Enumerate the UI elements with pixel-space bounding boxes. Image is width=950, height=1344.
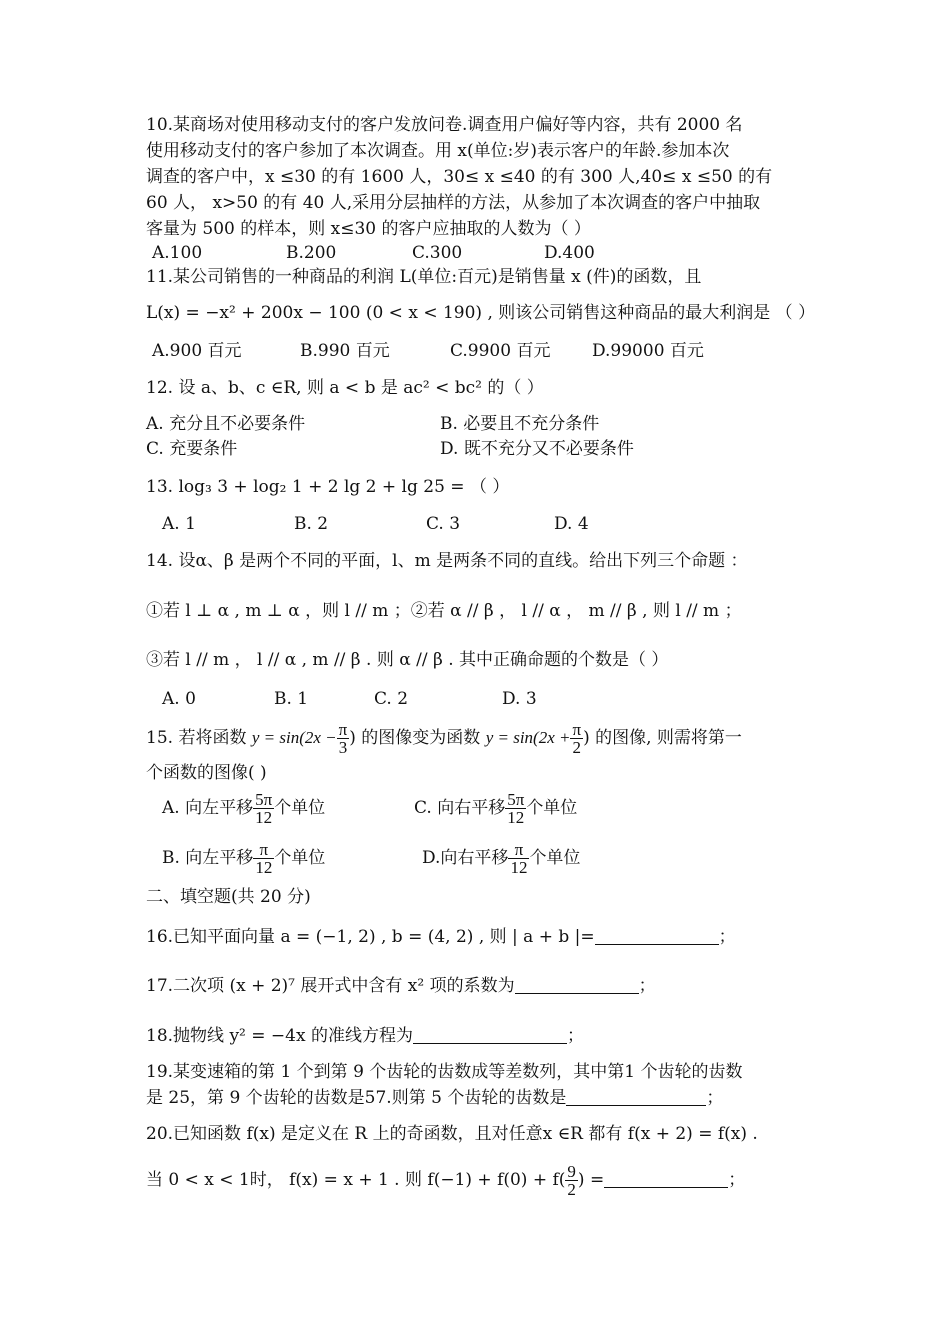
q16-end: ； xyxy=(718,927,736,947)
q15-option-a-num: 5π xyxy=(255,790,273,809)
q14-line-1: 14. 设α、β 是两个不同的平面，l、m 是两条不同的直线。给出下列三个命题 ： xyxy=(146,551,748,571)
q15-option-c xyxy=(414,788,577,828)
q16-answer-blank[interactable] xyxy=(595,926,719,945)
q15-frac-2 xyxy=(570,721,583,756)
q17-answer-blank[interactable] xyxy=(515,975,639,994)
q15-option-b xyxy=(162,838,325,878)
q12-option-d: D. 既不充分又不必要条件 xyxy=(440,439,634,459)
q10-line-2: 使用移动支付的客户参加了本次调查。用 x(单位:岁)表示客户的年龄.参加本次 xyxy=(146,141,730,161)
q15-frac-2-num: π xyxy=(572,720,582,739)
q11-option-c: C.9900 百元 xyxy=(450,341,551,361)
q15-frac-1 xyxy=(337,721,350,756)
q10-option-b: B.200 xyxy=(286,243,337,263)
q18-answer-blank[interactable] xyxy=(413,1025,567,1044)
q13-option-c: C. 3 xyxy=(426,514,461,534)
q20-end: ； xyxy=(728,1170,746,1190)
q20-answer-blank[interactable] xyxy=(604,1169,728,1188)
q15-text-c: ) 的图像变为函数 xyxy=(349,728,486,748)
q19-text: 是 25，第 9 个齿轮的齿数是57.则第 5 个齿轮的齿数是 xyxy=(146,1088,567,1108)
q10-line-1: 10.某商场对使用移动支付的客户发放问卷.调查用户偏好等内容，共有 2000 名 xyxy=(146,115,743,135)
q15-option-c-frac xyxy=(505,791,526,826)
q10-line-3: 调查的客户中，x ≤30 的有 1600 人，30≤ x ≤40 的有 300 人,40≤ x ≤50 的有 xyxy=(146,167,773,187)
q11-option-d: D.99000 百元 xyxy=(592,341,704,361)
q15-option-d xyxy=(422,838,580,878)
q15-option-b-den: 12 xyxy=(255,858,273,877)
q19-end: ； xyxy=(706,1088,724,1108)
q15-text-e: ) 的图像, 则需将第一 xyxy=(583,728,742,748)
q15-option-c-post: 个单位 xyxy=(526,798,578,818)
q15-frac-2-den: 2 xyxy=(572,738,582,757)
q15-option-c-den: 12 xyxy=(507,808,525,827)
q11-option-b: B.990 百元 xyxy=(300,341,390,361)
q15-option-a xyxy=(162,788,325,828)
q15-option-c-num: 5π xyxy=(507,790,525,809)
q15-option-a-den: 12 xyxy=(255,808,273,827)
q15-option-b-num: π xyxy=(253,841,274,859)
q10-line-4: 60 人， x>50 的有 40 人,采用分层抽样的方法，从参加了本次调查的客户中抽取 xyxy=(146,193,761,213)
q18-text: 18.抛物线 y² = −4x 的准线方程为 xyxy=(146,1026,413,1046)
q18-end: ； xyxy=(566,1026,584,1046)
q15-option-a-post: 个单位 xyxy=(274,798,326,818)
q14-option-b: B. 1 xyxy=(274,689,309,709)
q11-option-a: A.900 百元 xyxy=(152,341,242,361)
q15-option-b-frac xyxy=(253,841,274,876)
q10-line-5: 客量为 500 的样本，则 x≤30 的客户应抽取的人数为（ ） xyxy=(146,219,591,239)
q16-line xyxy=(146,926,736,948)
q12-option-a: A. 充分且不必要条件 xyxy=(146,414,306,434)
q15-option-d-post: 个单位 xyxy=(529,848,581,868)
q15-option-c-pre: C. 向右平移 xyxy=(414,798,506,818)
q15-line-2: 个函数的图像( ) xyxy=(146,763,267,783)
q20-frac xyxy=(565,1163,578,1198)
q13-option-a: A. 1 xyxy=(162,514,196,534)
q15-option-a-pre: A. 向左平移 xyxy=(162,798,254,818)
q20-text-b: ) = xyxy=(577,1170,605,1190)
q15-option-a-frac xyxy=(253,791,274,826)
q15-frac-1-den: 3 xyxy=(338,738,348,757)
q14-option-c: C. 2 xyxy=(374,689,409,709)
q15-option-b-post: 个单位 xyxy=(274,848,326,868)
q17-text: 17.二次项 (x + 2)⁷ 展开式中含有 x² 项的系数为 xyxy=(146,976,515,996)
q10-option-a: A.100 xyxy=(152,243,203,263)
q18-line xyxy=(146,1025,584,1047)
q20-text-a: 当 0 < x < 1时， f(x) = x + 1 . 则 f(−1) + f(0) + f( xyxy=(146,1170,566,1190)
q19-answer-blank[interactable] xyxy=(566,1087,706,1106)
q20-line-1: 20.已知函数 f(x) 是定义在 R 上的奇函数，且对任意x ∈R 都有 f(x + 2) = f(x) . xyxy=(146,1124,758,1144)
q12-option-c: C. 充要条件 xyxy=(146,439,238,459)
q13-option-b: B. 2 xyxy=(294,514,329,534)
q19-line-1: 19.某变速箱的第 1 个到第 9 个齿轮的齿数成等差数列，其中第1 个齿轮的齿数 xyxy=(146,1062,743,1082)
q20-line-2 xyxy=(146,1160,745,1200)
q15-option-d-frac xyxy=(508,841,529,876)
q14-line-3: ③若 l // m ， l // α , m // β . 则 α // β . 其中正确命题的个数是（ ） xyxy=(146,650,669,670)
q17-line xyxy=(146,975,656,997)
q10-option-c: C.300 xyxy=(412,243,463,263)
q19-line-2 xyxy=(146,1087,723,1109)
section-2-title: 二、填空题(共 20 分) xyxy=(146,887,311,907)
q10-option-d: D.400 xyxy=(544,243,595,263)
q13-stem: 13. log₃ 3 + log₂ 1 + 2 lg 2 + lg 25 = （ ） xyxy=(146,477,510,497)
q15-option-d-num: π xyxy=(508,841,529,859)
q12-stem: 12. 设 a、b、c ∈R, 则 a < b 是 ac² < bc² 的（ ） xyxy=(146,378,544,398)
q12-option-b: B. 必要且不充分条件 xyxy=(440,414,600,434)
q16-text: 16.已知平面向量 a = (−1, 2) , b = (4, 2) , 则 | a + b |= xyxy=(146,927,595,947)
q14-option-d: D. 3 xyxy=(502,689,537,709)
q13-option-d: D. 4 xyxy=(554,514,589,534)
q14-option-a: A. 0 xyxy=(162,689,196,709)
q15-option-d-den: 12 xyxy=(510,858,528,877)
q14-line-2: ①若 l ⊥ α , m ⊥ α ，则 l // m ；②若 α // β ， l // α ， m // β , 则 l // m ； xyxy=(146,601,742,621)
q20-frac-den: 2 xyxy=(567,1180,576,1199)
q15-func-2: y = sin(2x + xyxy=(485,728,571,747)
q11-line-2: L(x) = −x² + 200x − 100 (0 < x < 190) , 则该公司销售这种商品的最大利润是 （ ） xyxy=(146,303,816,323)
q15-func-1: y = sin(2x − xyxy=(251,728,337,747)
q15-option-d-pre: D.向右平移 xyxy=(422,848,509,868)
q11-line-1: 11.某公司销售的一种商品的利润 L(单位:百元)是销售量 x (件)的函数，且 xyxy=(146,267,702,287)
q15-option-b-pre: B. 向左平移 xyxy=(162,848,254,868)
q20-frac-num: 9 xyxy=(567,1162,576,1181)
q15-frac-1-num: π xyxy=(338,720,348,739)
q15-line-1 xyxy=(146,718,742,758)
q15-text-a: 15. 若将函数 xyxy=(146,728,252,748)
q17-end: ； xyxy=(638,976,656,996)
